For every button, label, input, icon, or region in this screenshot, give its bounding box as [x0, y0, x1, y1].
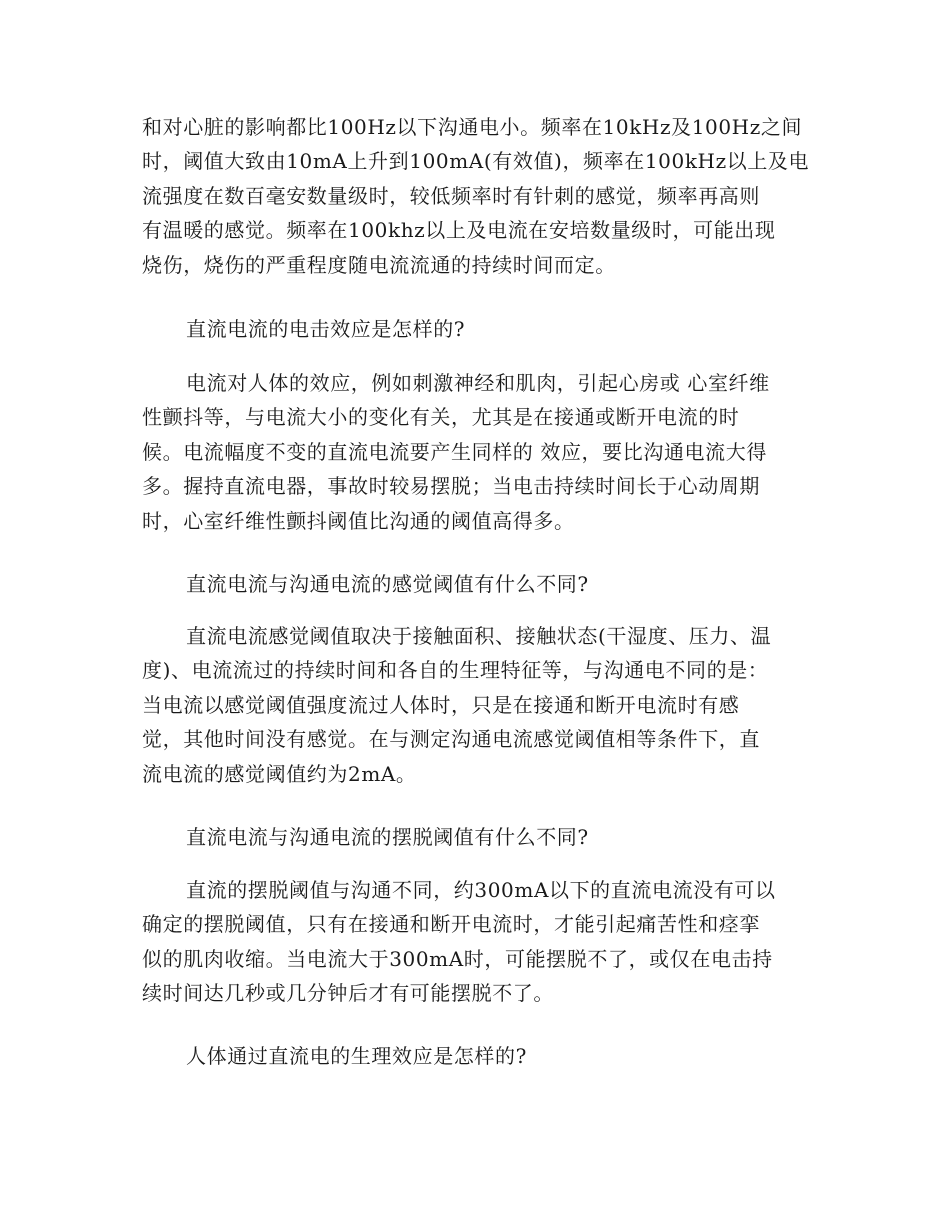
text-line: 度)、电流流过的持续时间和各自的生理特征等，与沟通电不同的是：	[142, 658, 769, 683]
text-line: 觉，其他时间没有感觉。在与测定沟通电流感觉阈值相等条件下，直	[142, 727, 760, 752]
heading-perception-threshold: 直流电流与沟通电流的感觉阈值有什么不同?	[186, 572, 589, 596]
heading-dc-physiological-effect: 人体通过直流电的生理效应是怎样的?	[186, 1044, 527, 1068]
text-line: 电流对人体的效应，例如刺激神经和肌肉，引起心房或 心室纤维	[186, 371, 770, 395]
text-line: 似的肌肉收缩。当电流大于300mA时，可能摆脱不了，或仅在电击持	[142, 946, 773, 971]
text-line: 性颤抖等，与电流大小的变化有关，尤其是在接通或断开电流的时	[142, 405, 740, 430]
paragraph-dc-shock-effect	[142, 366, 812, 538]
text-line: 时，心室纤维性颤抖阈值比沟通的阈值高得多。	[142, 508, 575, 533]
text-line: 直流的摆脱阈值与沟通不同，约300mA以下的直流电流没有可以	[186, 878, 776, 902]
text-line: 有温暖的感觉。频率在100khz以上及电流在安培数量级时，可能出现	[142, 218, 776, 243]
heading-let-go-threshold: 直流电流与沟通电流的摆脱阈值有什么不同?	[186, 825, 589, 849]
text-line: 当电流以感觉阈值强度流过人体时，只是在接通和断开电流时有感	[142, 692, 740, 717]
text-line: 烧伤，烧伤的严重程度随电流流通的持续时间而定。	[142, 252, 616, 277]
text-line: 候。电流幅度不变的直流电流要产生同样的 效应，要比沟通电流大得	[142, 439, 767, 464]
text-line: 多。握持直流电器，事故时较易摆脱；当电击持续时间长于心动周期	[142, 474, 760, 499]
text-line: 流强度在数百毫安数量级时，较低频率时有针刺的感觉，频率再高则	[142, 183, 760, 208]
paragraph-perception-threshold	[142, 619, 812, 791]
text-line: 续时间达几秒或几分钟后才有可能摆脱不了。	[142, 981, 554, 1006]
paragraph-high-frequency-effects	[142, 110, 812, 282]
paragraph-let-go-threshold	[142, 873, 812, 1011]
text-line: 流电流的感觉阈值约为2mA。	[142, 761, 417, 786]
text-line: 时，阈值大致由10mA上升到100mA(有效值)，频率在100kHz以上及电	[142, 149, 810, 174]
text-line: 直流电流感觉阈值取决于接触面积、接触状态(干湿度、压力、温	[186, 624, 772, 648]
text-line: 和对心脏的影响都比100Hz以下沟通电小。频率在10kHz及100Hz之间	[142, 115, 803, 139]
heading-dc-shock-effect: 直流电流的电击效应是怎样的?	[186, 317, 466, 341]
text-line: 确定的摆脱阈值，只有在接通和断开电流时，才能引起痛苦性和痉挛	[142, 912, 760, 937]
